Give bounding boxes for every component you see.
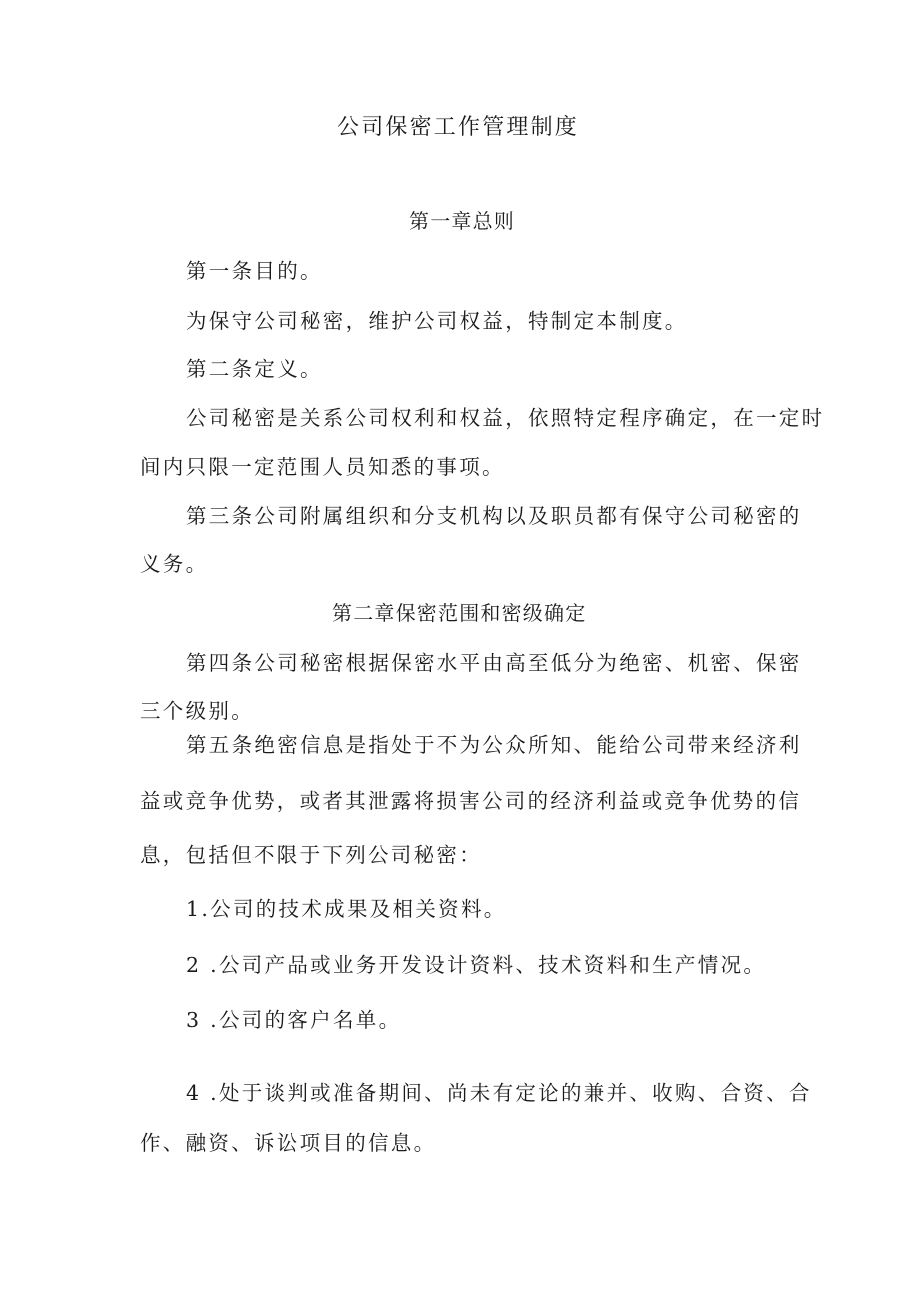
article-1-body: 为保守公司秘密，维护公司权益，特制定本制度。: [186, 309, 688, 333]
article-2-body-line-2: 间内只限一定范围人员知悉的事项。: [140, 455, 505, 479]
article-5-line-3: 息，包括但不限于下列公司秘密：: [140, 843, 482, 867]
article-2-body-line-1: 公司秘密是关系公司权利和权益，依照特定程序确定，在一定时: [186, 406, 825, 430]
list-item-2: 2 .公司产品或业务开发设计资料、技术资料和生产情况。: [186, 953, 767, 977]
chapter-1-heading: 第一章总则: [409, 209, 515, 233]
list-item-1: 1.公司的技术成果及相关资料。: [186, 897, 507, 921]
article-4-line-2: 三个级别。: [140, 699, 254, 723]
article-2-heading: 第二条定义。: [186, 357, 323, 381]
list-item-3: 3 .公司的客户名单。: [186, 1008, 402, 1032]
document-title: 公司保密工作管理制度: [337, 115, 580, 140]
chapter-2-heading: 第二章保密范围和密级确定: [332, 601, 587, 625]
article-5-line-1: 第五条绝密信息是指处于不为公众所知、能给公司带来经济利: [186, 733, 802, 757]
article-5-line-2: 益或竞争优势，或者其泄露将损害公司的经济利益或竞争优势的信: [140, 789, 802, 813]
list-item-4-line-1: 4 .处于谈判或准备期间、尚未有定论的兼并、收购、合资、合: [186, 1081, 812, 1105]
article-4-line-1: 第四条公司秘密根据保密水平由高至低分为绝密、机密、保密: [186, 651, 802, 675]
article-1-heading: 第一条目的。: [186, 259, 323, 283]
article-3-line-1: 第三条公司附属组织和分支机构以及职员都有保守公司秘密的: [186, 504, 802, 528]
article-3-line-2: 义务。: [140, 552, 209, 576]
list-item-4-line-2: 作、融资、诉讼项目的信息。: [140, 1131, 437, 1155]
